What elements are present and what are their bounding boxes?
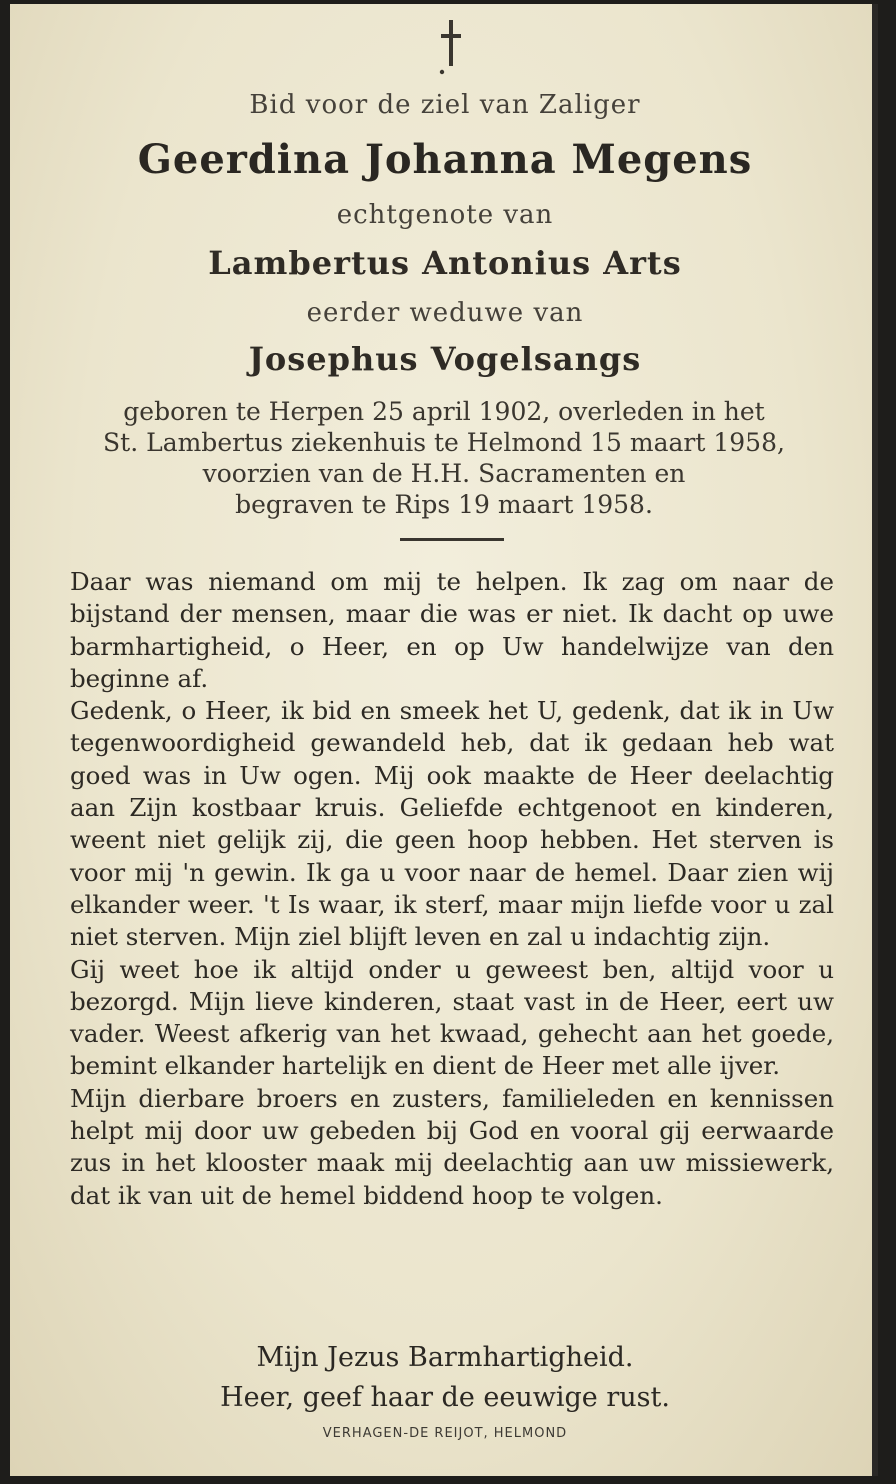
cross-icon [436,18,466,76]
closing-line: Mijn Jezus Barmhartigheid. [256,1342,634,1373]
former-spouse-name: Josephus Vogelsangs [248,340,642,378]
paragraph: Daar was niemand om mij te helpen. Ik zag om naar de bijstand der mensen, maar die was er niet. Ik dacht op uwe barmhartigheid, o Heer, en op Uw handelwijze van den beginne af. [70,567,834,693]
widow-intro: eerder weduwe van [306,298,584,328]
deceased-name: Geerdina Johanna Megens [137,136,753,183]
bio-line: voorzien van de H.H. Sacramenten en [202,459,686,488]
closing-line: Heer, geef haar de eeuwige rust. [220,1382,670,1413]
bio-line: St. Lambertus ziekenhuis te Helmond 15 maart 1958, [103,428,785,457]
memorial-card [10,4,878,1476]
paragraph: Gij weet hoe ik altijd onder u geweest ben, altijd voor u bezorgd. Mijn lieve kinderen, staat vast in de Heer, eert uw vader. Weest afkerig van het kwaad, gehecht aan het goede, bemint elkander hartelijk en dient de Heer met alle ijver. [70,954,834,1081]
bio-line: begraven te Rips 19 maart 1958. [235,490,653,519]
spouse-intro: echtgenote van [336,200,554,230]
prayer-intro: Bid voor de ziel van Zaliger [249,90,641,120]
spouse-name: Lambertus Antonius Arts [208,244,682,282]
prayer-text [70,566,834,1212]
paragraph: Gedenk, o Heer, ik bid en smeek het U, gedenk, dat ik in Uw tegenwoordigheid gewandeld heb, dat ik gedaan heb wat goed was in Uw ogen. Mij ook maakte de Heer deelachtig aan Zijn kostbaar kruis. Geliefde echtgenoot en kinderen, weent niet gelijk zij, die geen hoop hebben. Het sterven is voor mij 'n gewin. Ik ga u voor naar de hemel. Daar zien wij elkander weer. 't Is waar, ik sterf, maar mijn liefde voor u zal niet sterven. Mijn ziel blijft leven en zal u indachtig zijn. [70,696,834,952]
paragraph: Mijn dierbare broers en zusters, familieleden en kennissen helpt mij door uw gebeden bij God en vooral gij eerwaarde zus in het klooster maak mij deelachtig aan uw missiewerk, dat ik van uit de hemel biddend hoop te volgen. [70,1083,834,1210]
printer-credit: VERHAGEN-DE REIJOT, HELMOND [322,1426,568,1441]
divider [400,538,504,541]
bio-line: geboren te Herpen 25 april 1902, overleden in het [123,397,765,426]
